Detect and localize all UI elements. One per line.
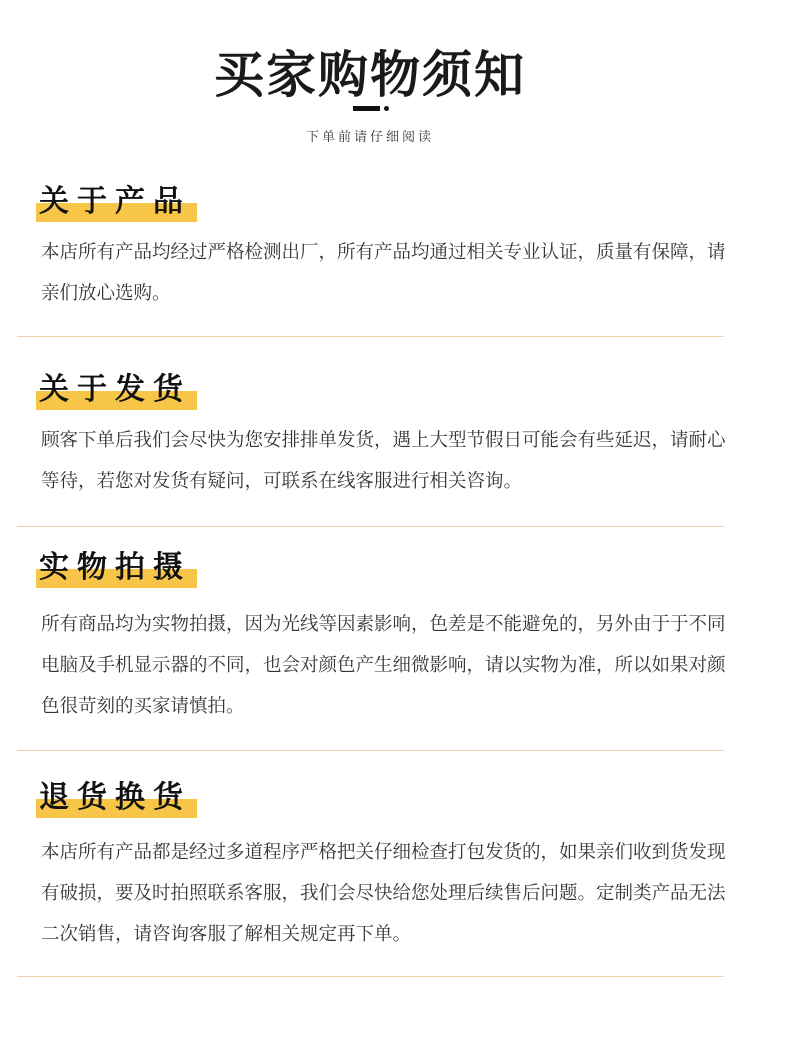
title-underline-dash <box>353 106 380 111</box>
page-title: 买家购物须知 <box>214 46 526 104</box>
page-subtitle: 下单前请仔细阅读 <box>305 130 434 145</box>
section-body: 本店所有产品都是经过多道程序严格把关仔细检查打包发货的，如果亲们收到货发现有破损，要及时拍照联系客服，我们会尽快给您处理后续售后问题。定制类产品无法二次销售，请咨询客服了解相关规定再下单。 <box>41 842 726 945</box>
section-heading: 关于产品 <box>36 182 197 222</box>
section-body: 所有商品均为实物拍摄，因为光线等因素影响，色差是不能避免的，另外由于于不同电脑及手机显示器的不同，也会对颜色产生细微影响，请以实物为准，所以如果对颜色很苛刻的买家请慎拍。 <box>41 614 726 717</box>
section-divider <box>17 336 724 337</box>
section-body: 本店所有产品均经过严格检测出厂，所有产品均通过相关专业认证，质量有保障，请亲们放心选购。 <box>41 242 726 304</box>
section-divider <box>17 750 724 751</box>
section-divider <box>17 526 724 527</box>
section-divider <box>17 976 724 977</box>
title-underline-dot <box>384 106 389 111</box>
section-heading: 实物拍摄 <box>36 548 197 588</box>
section-heading: 退货换货 <box>36 778 197 818</box>
section-heading: 关于发货 <box>36 370 197 410</box>
section-body: 顾客下单后我们会尽快为您安排排单发货，遇上大型节假日可能会有些延迟，请耐心等待，若您对发货有疑问，可联系在线客服进行相关咨询。 <box>41 430 726 492</box>
